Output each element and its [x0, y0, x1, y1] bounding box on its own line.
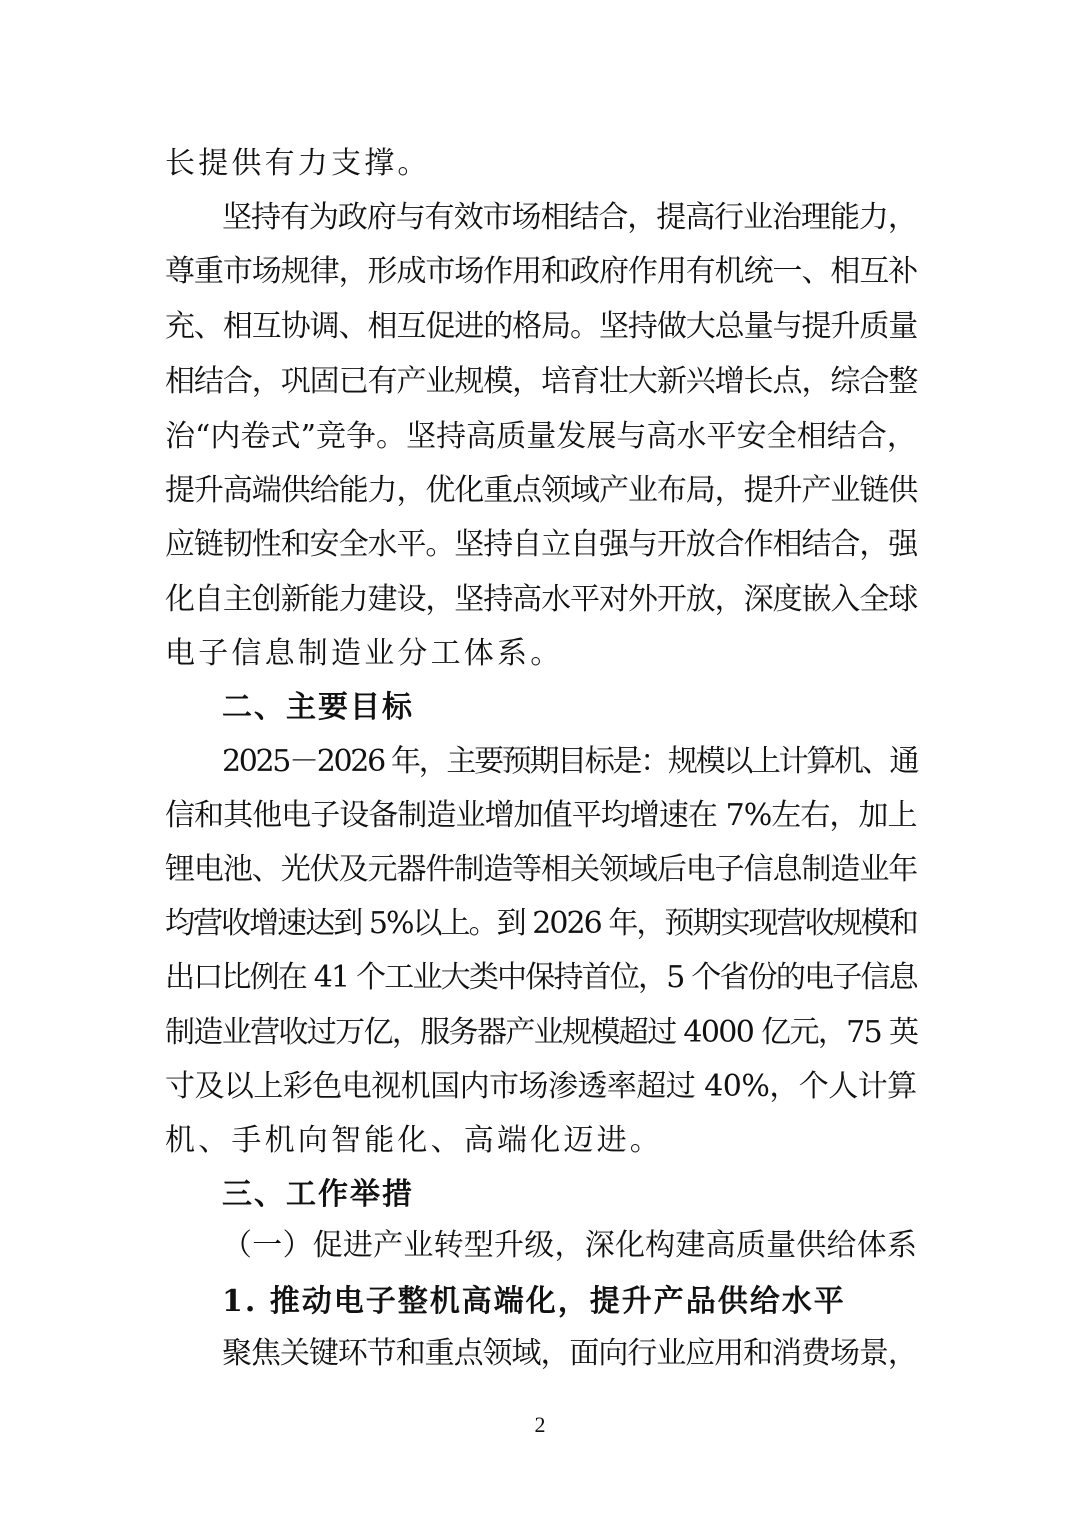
- page-number: 2: [534, 1412, 546, 1437]
- paragraph-line: 机、手机向智能化、高端化迈进。: [165, 1123, 663, 1158]
- paragraph-line: 提升高端供给能力，优化重点领域产业布局，提升产业链供: [165, 473, 918, 508]
- item-heading: 1. 推动电子整机高端化，提升产品供给水平: [222, 1284, 846, 1319]
- paragraph-line: 出口比例在 41 个工业大类中保持首位，5 个省份的电子信息: [165, 960, 917, 995]
- section-heading-work-measures: 三、工作举措: [222, 1177, 414, 1212]
- paragraph-line: 信和其他电子设备制造业增加值平均增速在 7%左右，加上: [165, 798, 917, 833]
- paragraph-line: 应链韧性和安全水平。坚持自立自强与开放合作相结合，强: [165, 527, 918, 562]
- paragraph-line: 均营收增速达到 5%以上。到 2026 年，预期实现营收规模和: [165, 906, 917, 941]
- paragraph-line: 电子信息制造业分工体系。: [165, 636, 564, 671]
- paragraph-line: 聚焦关键环节和重点领域，面向行业应用和消费场景，: [222, 1336, 917, 1371]
- paragraph-line: 相结合，巩固已有产业规模，培育壮大新兴增长点，综合整: [165, 364, 918, 399]
- section-heading-main-goals: 二、主要目标: [222, 690, 414, 725]
- paragraph-line: 制造业营收过万亿，服务器产业规模超过 4000 亿元，75 英: [165, 1015, 918, 1050]
- paragraph-line: 尊重市场规律，形成市场作用和政府作用有机统一、相互补: [165, 254, 918, 289]
- paragraph-line: 2025－2026 年，主要预期目标是：规模以上计算机、通: [222, 744, 918, 779]
- paragraph-line: 治“内卷式”竞争。坚持高质量发展与高水平安全相结合，: [165, 419, 917, 454]
- paragraph-line: 化自主创新能力建设，坚持高水平对外开放，深度嵌入全球: [165, 582, 918, 617]
- paragraph-line: 锂电池、光伏及元器件制造等相关领域后电子信息制造业年: [165, 852, 918, 887]
- subsection-heading: （一）促进产业转型升级，深化构建高质量供给体系: [222, 1228, 918, 1263]
- paragraph-line: 长提供有力支撑。: [165, 146, 431, 181]
- paragraph-line: 坚持有为政府与有效市场相结合，提高行业治理能力，: [222, 200, 917, 235]
- paragraph-line: 充、相互协调、相互促进的格局。坚持做大总量与提升质量: [165, 309, 918, 344]
- paragraph-line: 寸及以上彩色电视机国内市场渗透率超过 40%，个人计算: [165, 1069, 917, 1104]
